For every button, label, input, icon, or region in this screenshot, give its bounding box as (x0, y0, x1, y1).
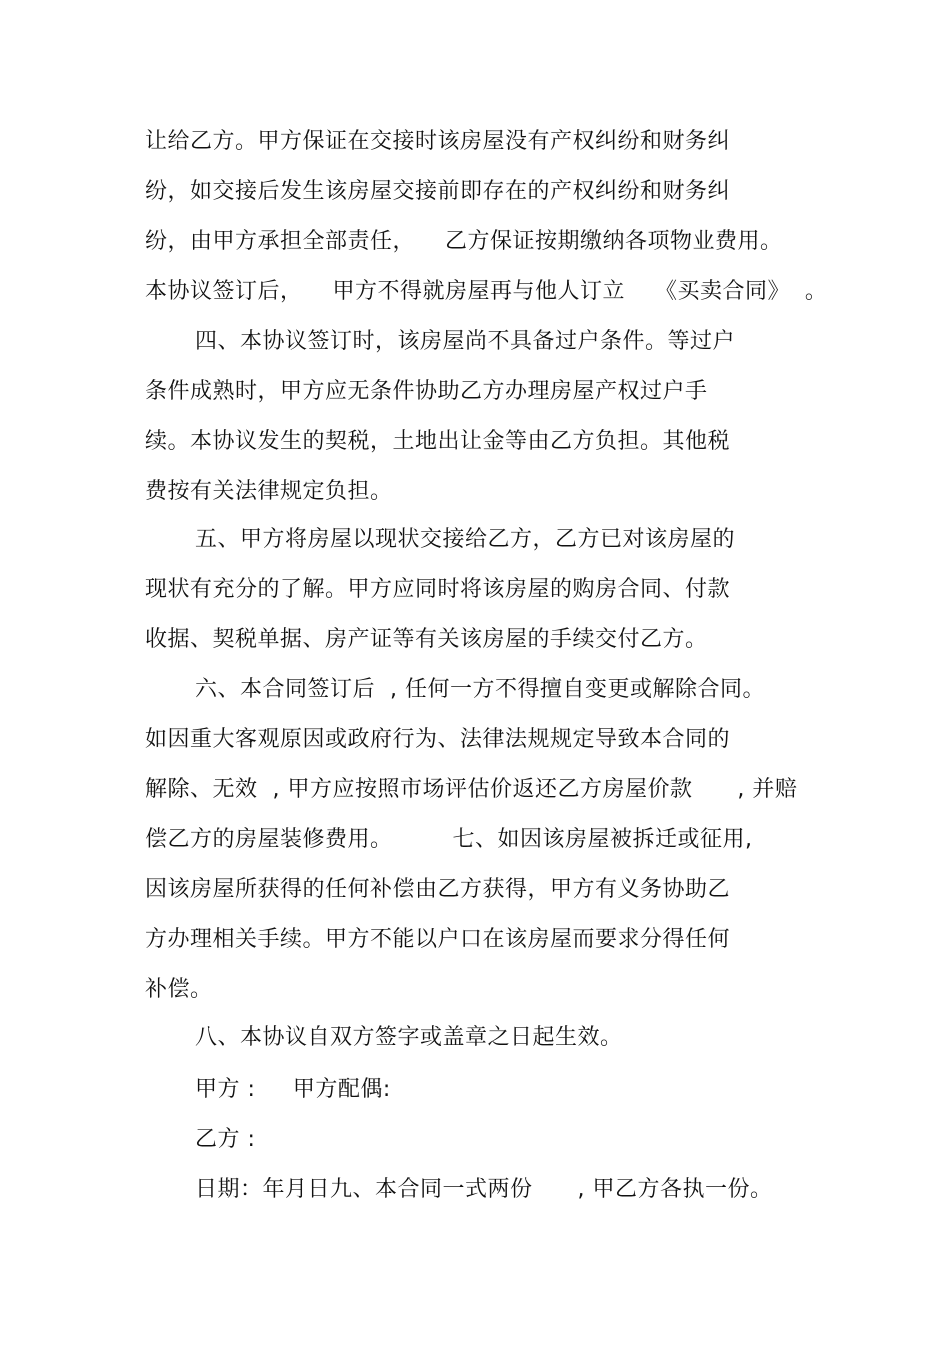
text-line: 本协议签订后， 甲方不得就房屋再与他人订立 《买卖合同》 。 (145, 279, 828, 304)
text-line: 收据、契税单据、房产证等有关该房屋的手续交付乙方。 (145, 627, 708, 652)
text-line: 补偿。 (145, 977, 213, 1002)
date-line: 日期：年月日九、本合同一式两份 , 甲乙方各执一份。 (195, 1177, 773, 1202)
text-line: 费按有关法律规定负担。 (145, 479, 393, 504)
text-line: 现状有充分的了解。甲方应同时将该房屋的购房合同、付款 (145, 577, 731, 602)
text-line: 让给乙方。甲方保证在交接时该房屋没有产权纠纷和财务纠 (145, 129, 731, 154)
signature-party-a-line: 甲方 : 甲方配偶: (195, 1077, 391, 1102)
clause-four-heading-line: 四、本协议签订时，该房屋尚不具备过户条件。等过户 (195, 329, 736, 354)
text-line: 如因重大客观原因或政府行为、法律法规规定导致本合同的 (145, 727, 731, 752)
text-line: 因该房屋所获得的任何补偿由乙方获得，甲方有义务协助乙 (145, 877, 731, 902)
text-line: 方办理相关手续。甲方不能以户口在该房屋而要求分得任何 (145, 927, 731, 952)
text-line: 条件成熟时，甲方应无条件协助乙方办理房屋产权过户手 (145, 379, 708, 404)
text-line: 纷，由甲方承担全部责任， 乙方保证按期缴纳各项物业费用。 (145, 229, 783, 254)
text-line: 纷，如交接后发生该房屋交接前即存在的产权纠纷和财务纠 (145, 179, 731, 204)
clause-eight-line: 八、本协议自双方签字或盖章之日起生效。 (195, 1025, 623, 1050)
signature-party-b-line: 乙方 : (195, 1127, 256, 1152)
clause-six-heading-line: 六、本合同签订后 , 任何一方不得擅自变更或解除合同。 (195, 677, 765, 702)
text-line: 解除、无效 , 甲方应按照市场评估价返还乙方房屋价款 , 并赔 (145, 777, 798, 802)
text-line: 续。本协议发生的契税，土地出让金等由乙方负担。其他税 (145, 429, 731, 454)
clause-five-heading-line: 五、甲方将房屋以现状交接给乙方，乙方已对该房屋的 (195, 527, 736, 552)
text-line: 偿乙方的房屋装修费用。 七、如因该房屋被拆迁或征用, (145, 827, 753, 852)
